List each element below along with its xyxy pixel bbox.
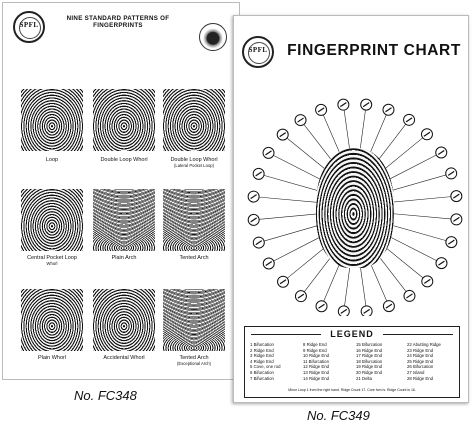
legend-column: 8 Ridge End 9 Ridge End 10 Ridge End 11 Bifurcation 12 Ridge End 13 Ridge End 14 Ridge End bbox=[303, 342, 330, 381]
legend-title: LEGEND bbox=[330, 329, 374, 339]
pattern-caption: Tented Arch bbox=[179, 255, 209, 261]
pattern-caption: Accidental Whorl bbox=[103, 355, 145, 361]
pattern-caption: Tented Arch (Exceptional Arch) bbox=[177, 355, 211, 366]
pattern-image-plain-arch bbox=[93, 189, 155, 251]
standard-patterns-poster bbox=[2, 2, 240, 380]
fingerprint-chart-poster bbox=[233, 15, 469, 403]
pattern-caption: Central Pocket Loop Whorl bbox=[27, 255, 77, 266]
legend-note: Minor Loop 1 from the right hand. Ridge Count 17. Core fom is. Ridge Count is 16. bbox=[288, 388, 416, 392]
legend-column: 22 Abutting Ridge 23 Ridge End 24 Ridge End 25 Ridge End 26 Bifurcation 27 Island 28 Ridge End bbox=[407, 342, 441, 381]
pattern-caption: Plain Whorl bbox=[37, 355, 67, 361]
pattern-image-lateral-pocket-loop bbox=[163, 89, 225, 151]
poster-title: NINE STANDARD PATTERNS OF FINGERPRINTS bbox=[66, 15, 170, 29]
pattern-image-accidental-whorl bbox=[93, 289, 155, 351]
pattern-image-central-pocket-loop bbox=[21, 189, 83, 251]
legend-column: 1 Bifurcation 2 Ridge End 3 Ridge End 4 Ridge End 5 Cove, one rod 6 Bifurcation 7 Bifurcation bbox=[250, 342, 281, 381]
legend-box bbox=[244, 326, 460, 398]
pattern-image-exceptional-arch bbox=[163, 289, 225, 351]
pattern-image-tented-arch bbox=[163, 189, 225, 251]
model-number-fc349: No. FC349 bbox=[307, 408, 370, 423]
poster-title: FINGERPRINT CHART bbox=[287, 42, 461, 59]
pattern-image-double-loop-whorl bbox=[93, 89, 155, 151]
pattern-caption: Double Loop Whorl bbox=[100, 157, 148, 163]
pattern-caption: Loop bbox=[45, 157, 59, 163]
pattern-caption: Plain Arch bbox=[111, 255, 137, 261]
fingerprint-seal-icon bbox=[199, 23, 227, 51]
association-logo: SPFL bbox=[242, 36, 274, 68]
pattern-caption: Double Loop Whorl (Lateral Pocket Loop) bbox=[170, 157, 218, 168]
association-logo: SPFL bbox=[13, 11, 45, 43]
legend-column: 15 Bifurcation 16 Ridge End 17 Ridge End 18 Bifurcation 19 Ridge End 20 Ridge End 21 Delta bbox=[356, 342, 383, 381]
pattern-image-loop bbox=[21, 89, 83, 151]
enlarged-fingerprint-image bbox=[316, 148, 394, 268]
model-number-fc348: No. FC348 bbox=[74, 388, 137, 403]
pattern-image-plain-whorl bbox=[21, 289, 83, 351]
